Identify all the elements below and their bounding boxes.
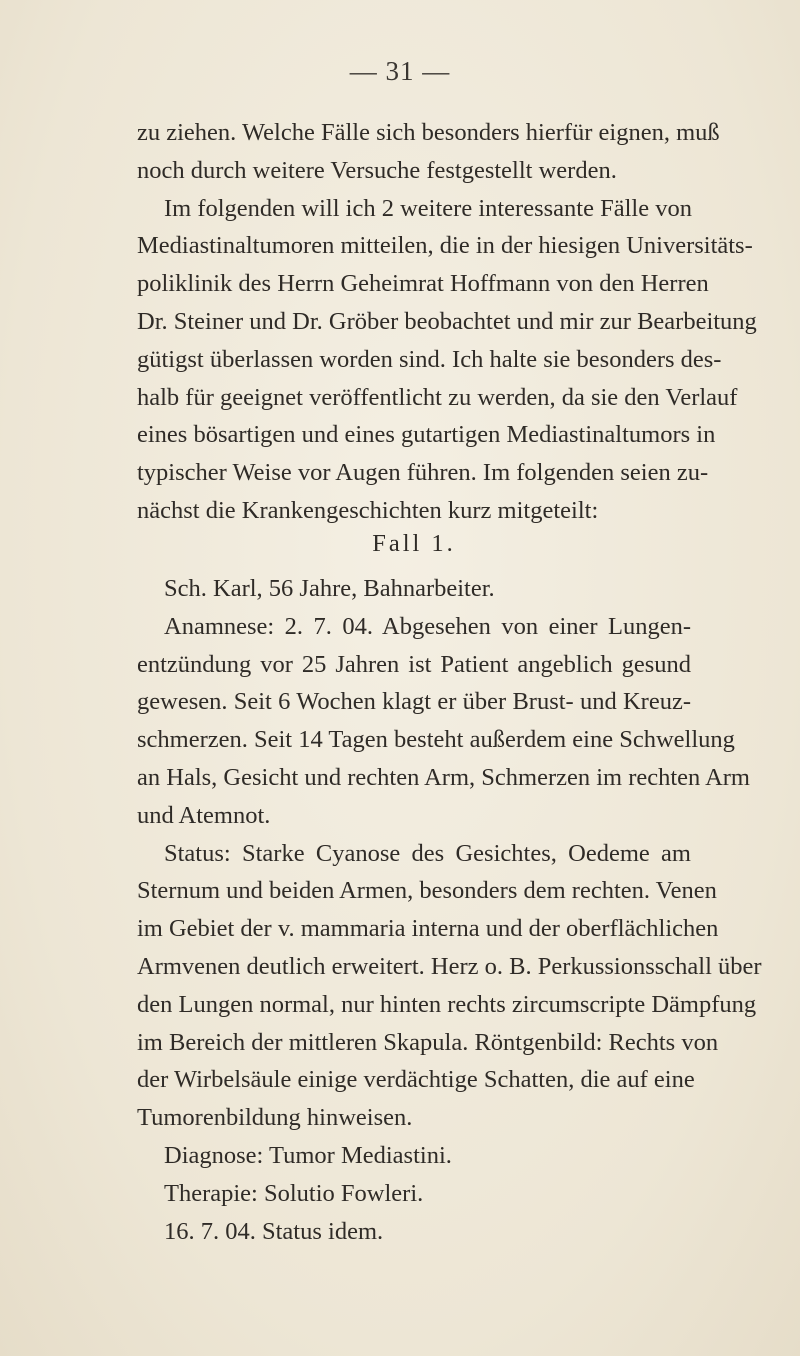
text-line: Mediastinaltumoren mitteilen, die in der hiesigen Universitäts-: [137, 232, 753, 260]
text-line: Tumorenbildung hinweisen.: [137, 1104, 413, 1132]
text-line: 16. 7. 04. Status idem.: [164, 1217, 384, 1245]
text-line: Status: Starke Cyanose des Gesichtes, Oedeme am: [164, 839, 691, 867]
text-line: den Lungen normal, nur hinten rechts zircumscripte Dämpfung: [137, 990, 757, 1018]
case-heading-block: [137, 525, 691, 563]
case-heading: Fall 1.: [372, 530, 456, 557]
text-line: Diagnose: Tumor Mediastini.: [164, 1141, 452, 1169]
text-line: Anamnese: 2. 7. 04. Abgesehen von einer Lungen-: [164, 612, 691, 640]
text-line: noch durch weitere Versuche festgestellt werden.: [137, 156, 617, 184]
text-line: Dr. Steiner und Dr. Gröber beobachtet und mir zur Bearbeitung: [137, 307, 757, 335]
text-line: und Atemnot.: [137, 801, 271, 829]
text-line: an Hals, Gesicht und rechten Arm, Schmerzen im rechten Arm: [137, 763, 750, 791]
text-line: halb für geeignet veröffentlicht zu werden, da sie den Verlauf: [137, 383, 738, 411]
page-number: — 31 —: [349, 56, 451, 86]
text-line: nächst die Krankengeschichten kurz mitgeteilt:: [137, 496, 599, 524]
text-line: gewesen. Seit 6 Wochen klagt er über Brust- und Kreuz-: [137, 688, 691, 716]
text-line: poliklinik des Herrn Geheimrat Hoffmann von den Herren: [137, 270, 709, 298]
text-line: eines bösartigen und eines gutartigen Mediastinaltumors in: [137, 421, 716, 449]
text-line: Therapie: Solutio Fowleri.: [164, 1179, 424, 1207]
text-line: gütigst überlassen worden sind. Ich halte sie besonders des-: [137, 345, 722, 373]
text-line: Sch. Karl, 56 Jahre, Bahnarbeiter.: [164, 575, 495, 602]
text-line: im Gebiet der v. mammaria interna und der oberflächlichen: [137, 915, 719, 943]
text-line: der Wirbelsäule einige verdächtige Schatten, die auf eine: [137, 1066, 695, 1094]
text-line: zu ziehen. Welche Fälle sich besonders hierfür eignen, muß: [137, 119, 720, 146]
body-text: [137, 114, 757, 530]
text-line: schmerzen. Seit 14 Tagen besteht außerdem eine Schwellung: [137, 726, 735, 754]
text-line: entzündung vor 25 Jahren ist Patient angeblich gesund: [137, 650, 691, 678]
text-line: Armvenen deutlich erweitert. Herz o. B. Perkussionsschall über: [137, 952, 762, 980]
text-line: typischer Weise vor Augen führen. Im folgenden seien zu-: [137, 459, 709, 487]
text-line: im Bereich der mittleren Skapula. Röntgenbild: Rechts von: [137, 1028, 719, 1056]
case-text: [137, 570, 762, 1250]
text-line: Im folgenden will ich 2 weitere interessante Fälle von: [164, 194, 692, 222]
text-line: Sternum und beiden Armen, besonders dem rechten. Venen: [137, 877, 717, 905]
